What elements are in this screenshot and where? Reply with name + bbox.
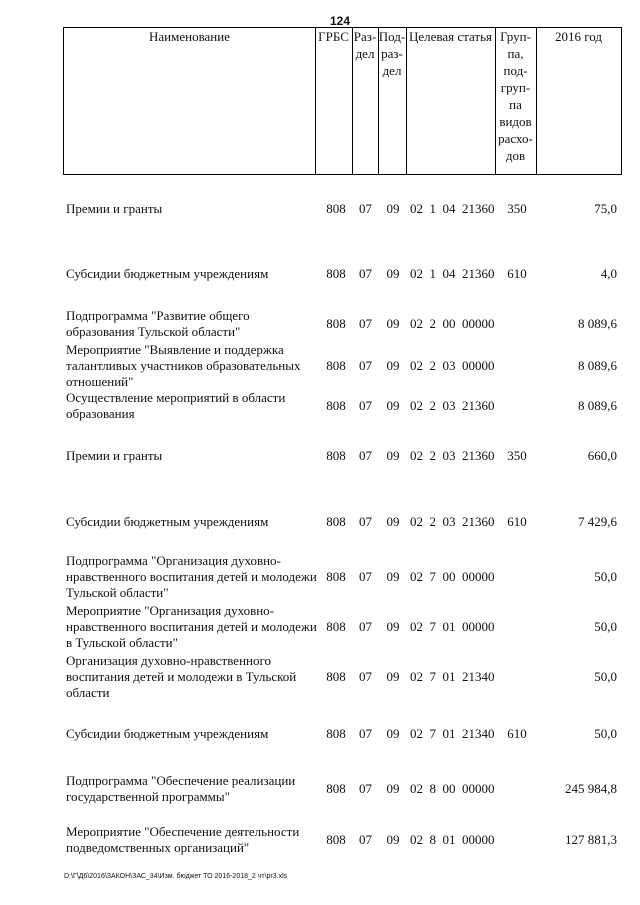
grbs-cell: 808 [326, 201, 346, 216]
grbs-cell: 808 [326, 832, 346, 847]
amount-2016-cell: 75,0 [594, 201, 617, 216]
grbs-cell: 808 [326, 358, 346, 373]
amount-2016-cell: 7 429,6 [578, 514, 617, 529]
row-name-cell: Мероприятие "Обеспечение деятельности подведомственных организаций" [66, 824, 300, 855]
amount-2016-cell: 50,0 [594, 726, 617, 741]
podrazdel-cell: 09 [386, 726, 400, 741]
row-name-cell: Субсидии бюджетным учреждениям [66, 726, 269, 741]
header-group: Груп- па, под- груп- па видов расхо- дов [495, 27, 537, 175]
podrazdel-cell: 09 [386, 569, 400, 584]
row-name-cell: Организация духовно-нравственного воспитания детей и молодежи в Тульской области [66, 653, 297, 700]
target-article-cell: 02 1 04 21360 [410, 201, 495, 216]
razdel-cell: 07 [359, 514, 372, 529]
expense-group-cell: 610 [507, 514, 527, 529]
target-article-cell: 02 7 01 21340 [410, 726, 495, 741]
target-article-cell: 02 2 03 21360 [410, 448, 495, 463]
row-name-cell: Премии и гранты [66, 448, 163, 463]
row-name-cell: Подпрограмма "Развитие общего образования Тульской области" [66, 308, 250, 339]
header-year: 2016 год [536, 27, 622, 175]
razdel-cell: 07 [359, 266, 372, 281]
amount-2016-cell: 8 089,6 [578, 316, 617, 331]
podrazdel-cell: 09 [386, 316, 400, 331]
expense-group-cell: 610 [507, 266, 527, 281]
target-article-cell: 02 1 04 21360 [410, 266, 495, 281]
expense-group-cell: 610 [507, 726, 527, 741]
amount-2016-cell: 245 984,8 [565, 781, 617, 796]
expense-group-cell: 350 [507, 448, 527, 463]
grbs-cell: 808 [326, 398, 346, 413]
target-article-cell: 02 2 03 21360 [410, 514, 495, 529]
target-article-cell: 02 7 01 00000 [410, 619, 495, 634]
page-number: 124 [330, 14, 351, 28]
row-name-cell: Мероприятие "Выявление и поддержка талантливых участников образовательных отношений" [66, 342, 301, 389]
razdel-cell: 07 [359, 398, 372, 413]
razdel-cell: 07 [359, 726, 372, 741]
row-name-cell: Подпрограмма "Организация духовно-нравственного воспитания детей и молодежи Тульской области" [66, 553, 317, 600]
target-article-cell: 02 2 03 00000 [410, 358, 495, 373]
podrazdel-cell: 09 [386, 358, 400, 373]
header-target: Целевая статья [406, 27, 496, 175]
header-podrazdel: Под- раз- дел [378, 27, 407, 175]
grbs-cell: 808 [326, 669, 346, 684]
target-article-cell: 02 2 03 21360 [410, 398, 495, 413]
target-article-cell: 02 8 01 00000 [410, 832, 495, 847]
grbs-cell: 808 [326, 316, 346, 331]
grbs-cell: 808 [326, 514, 346, 529]
podrazdel-cell: 09 [386, 619, 400, 634]
amount-2016-cell: 127 881,3 [565, 832, 617, 847]
target-article-cell: 02 8 00 00000 [410, 781, 495, 796]
razdel-cell: 07 [359, 201, 372, 216]
target-article-cell: 02 7 00 00000 [410, 569, 495, 584]
amount-2016-cell: 4,0 [600, 266, 617, 281]
razdel-cell: 07 [359, 569, 372, 584]
grbs-cell: 808 [326, 266, 346, 281]
razdel-cell: 07 [359, 619, 372, 634]
amount-2016-cell: 50,0 [594, 669, 617, 684]
grbs-cell: 808 [326, 569, 346, 584]
amount-2016-cell: 8 089,6 [578, 358, 617, 373]
razdel-cell: 07 [359, 358, 372, 373]
grbs-cell: 808 [326, 781, 346, 796]
row-name-cell: Субсидии бюджетным учреждениям [66, 514, 269, 529]
amount-2016-cell: 660,0 [587, 448, 617, 463]
grbs-cell: 808 [326, 448, 346, 463]
row-name-cell: Премии и гранты [66, 201, 163, 216]
podrazdel-cell: 09 [386, 781, 400, 796]
amount-2016-cell: 50,0 [594, 619, 617, 634]
razdel-cell: 07 [359, 669, 372, 684]
razdel-cell: 07 [359, 448, 372, 463]
podrazdel-cell: 09 [386, 398, 400, 413]
header-name: Наименование [63, 27, 316, 175]
target-article-cell: 02 7 01 21340 [410, 669, 495, 684]
razdel-cell: 07 [359, 316, 372, 331]
target-article-cell: 02 2 00 00000 [410, 316, 495, 331]
header-grbs: ГРБС [315, 27, 353, 175]
razdel-cell: 07 [359, 832, 372, 847]
header-razdel: Раз- дел [352, 27, 379, 175]
row-name-cell: Осуществление мероприятий в области образования [66, 390, 286, 421]
file-path-footer: D:\Г\Д6\2016\ЗАКОН\ЗАС_34\Изм. бюджет ТО 2016-2018_2 чт\pr3.xls [64, 873, 288, 880]
amount-2016-cell: 50,0 [594, 569, 617, 584]
grbs-cell: 808 [326, 726, 346, 741]
row-name-cell: Подпрограмма "Обеспечение реализации государственной программы" [66, 773, 296, 804]
podrazdel-cell: 09 [386, 832, 400, 847]
podrazdel-cell: 09 [386, 201, 400, 216]
row-name-cell: Мероприятие "Организация духовно-нравственного воспитания детей и молодежи в Тульской области" [66, 603, 317, 650]
razdel-cell: 07 [359, 781, 372, 796]
amount-2016-cell: 8 089,6 [578, 398, 617, 413]
grbs-cell: 808 [326, 619, 346, 634]
podrazdel-cell: 09 [386, 669, 400, 684]
expense-group-cell: 350 [507, 201, 527, 216]
row-name-cell: Субсидии бюджетным учреждениям [66, 266, 269, 281]
podrazdel-cell: 09 [386, 448, 400, 463]
podrazdel-cell: 09 [386, 514, 400, 529]
podrazdel-cell: 09 [386, 266, 400, 281]
